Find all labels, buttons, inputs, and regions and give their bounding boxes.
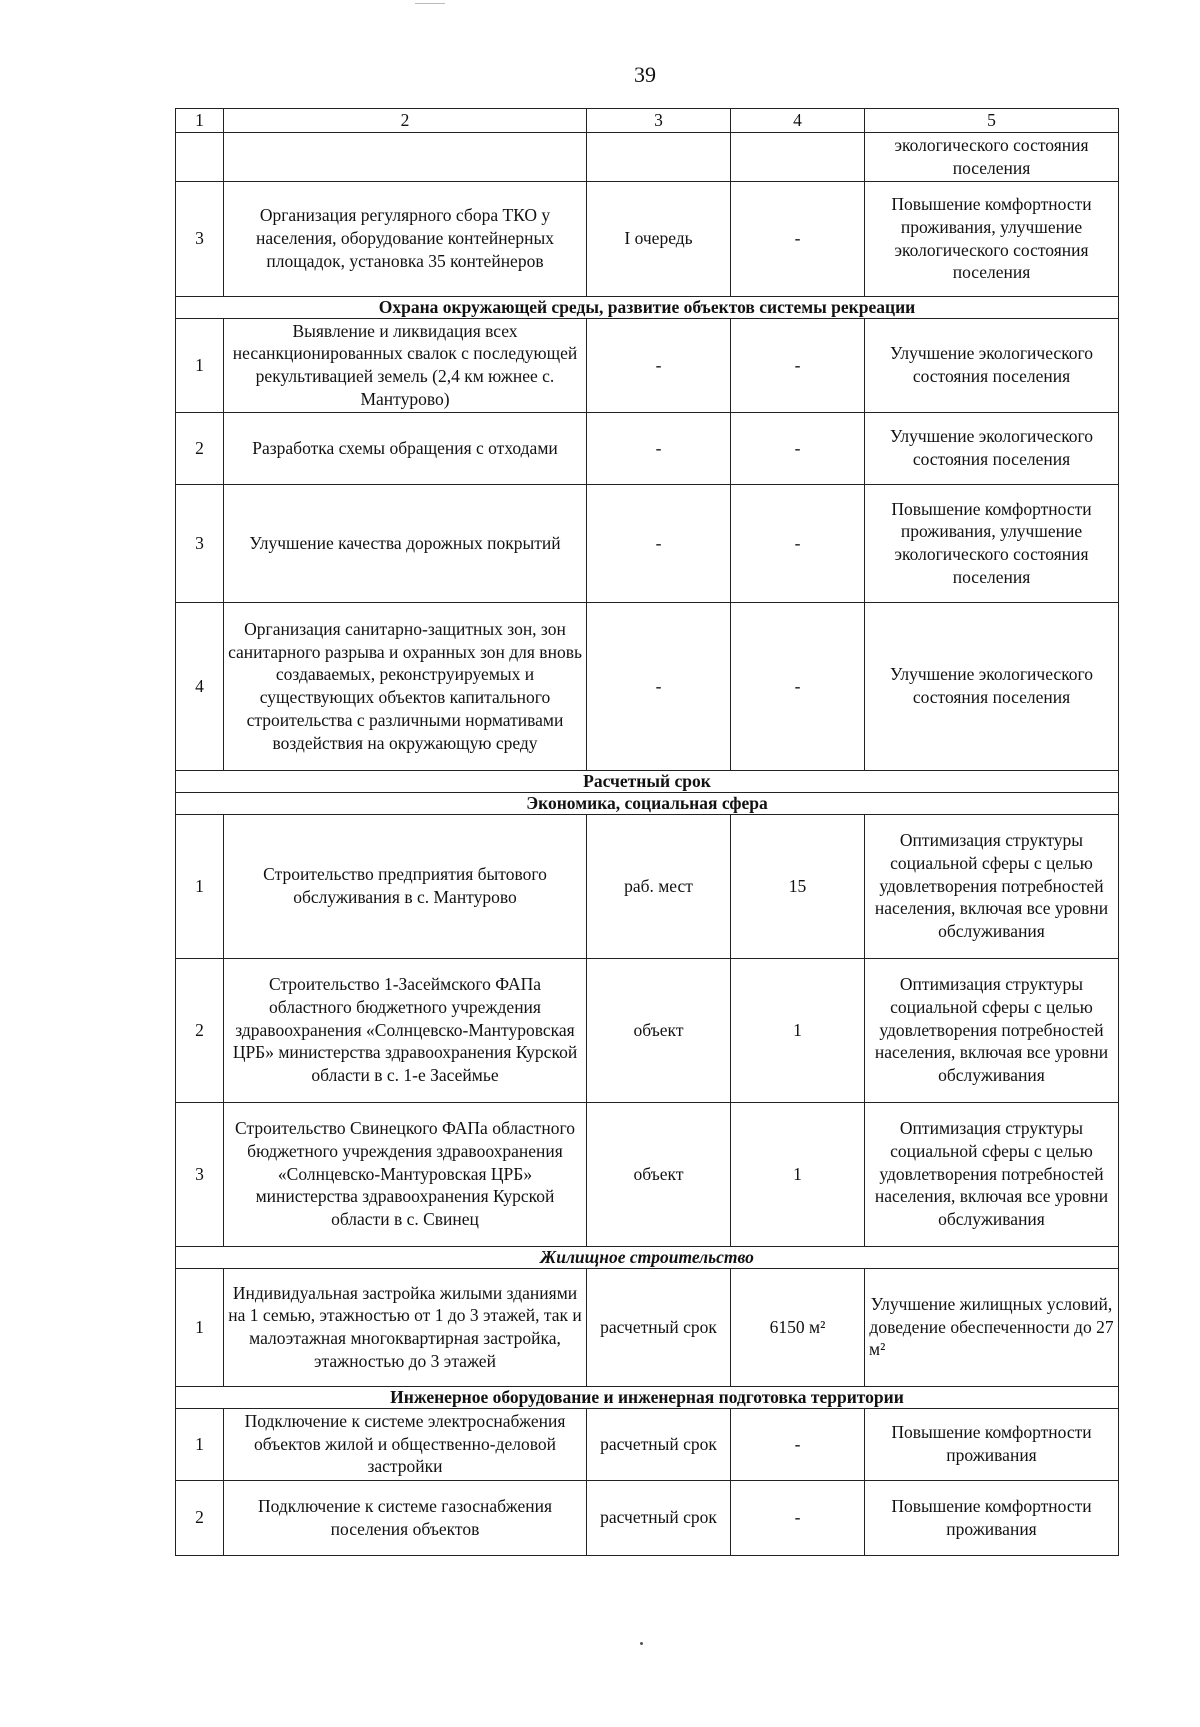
cell-measure: Организация регулярного сбора ТКО у населения, оборудование контейнерных площадок, установка 35 контейнеров <box>224 181 587 296</box>
section-header-environment <box>176 296 1119 318</box>
scan-mark <box>415 3 445 4</box>
cell-number: 3 <box>176 484 224 602</box>
cell-quantity: - <box>731 318 865 412</box>
col-header-result: 5 <box>865 109 1119 133</box>
table-row <box>176 814 1119 958</box>
cell-measure: Строительство предприятия бытового обслуживания в с. Мантурово <box>224 814 587 958</box>
section-header-housing <box>176 1246 1119 1268</box>
cell-result: Повышение комфортности проживания, улучшение экологического состояния поселения <box>865 484 1119 602</box>
cell-measure: Улучшение качества дорожных покрытий <box>224 484 587 602</box>
cell-unit: - <box>587 318 731 412</box>
cell-result: Повышение комфортности проживания, улучшение экологического состояния поселения <box>865 181 1119 296</box>
cell-measure: Строительство 1-Засеймского ФАПа областного бюджетного учреждения здравоохранения «Солнцевско-Мантуровская ЦРБ» министерства здравоохранения Курской области в с. 1-е Засеймье <box>224 958 587 1102</box>
cell-quantity: 15 <box>731 814 865 958</box>
col-header-unit: 3 <box>587 109 731 133</box>
col-header-number: 1 <box>176 109 224 133</box>
cell-unit: расчетный срок <box>587 1408 731 1480</box>
table-row <box>176 1480 1119 1555</box>
cell-unit: расчетный срок <box>587 1268 731 1386</box>
cell-result: Оптимизация структуры социальной сферы с целью удовлетворения потребностей населения, включая все уровни обслуживания <box>865 1102 1119 1246</box>
cell-result: Улучшение экологического состояния поселения <box>865 602 1119 770</box>
section-header-economy <box>176 792 1119 814</box>
cell-result: Оптимизация структуры социальной сферы с целью удовлетворения потребностей населения, включая все уровни обслуживания <box>865 814 1119 958</box>
cell-result: Повышение комфортности проживания <box>865 1480 1119 1555</box>
section-title: Жилищное строительство <box>176 1246 1119 1268</box>
cell-quantity: - <box>731 602 865 770</box>
cell-result: экологического состояния поселения <box>865 133 1119 182</box>
cell-measure: Индивидуальная застройка жилыми зданиями на 1 семью, этажностью от 1 до 3 этажей, так и малоэтажная многоквартирная застройка, этажностью до 3 этажей <box>224 1268 587 1386</box>
cell-number: 3 <box>176 181 224 296</box>
cell-measure: Подключение к системе газоснабжения поселения объектов <box>224 1480 587 1555</box>
cell-quantity: 6150 м² <box>731 1268 865 1386</box>
table-header-row <box>176 109 1119 133</box>
table-row <box>176 181 1119 296</box>
cell-number: 2 <box>176 412 224 484</box>
section-title: Экономика, социальная сфера <box>176 792 1119 814</box>
cell-unit: раб. мест <box>587 814 731 958</box>
cell-measure: Строительство Свинецкого ФАПа областного бюджетного учреждения здравоохранения «Солнцевско-Мантуровская ЦРБ» министерства здравоохранения Курской области в с. Свинец <box>224 1102 587 1246</box>
cell-number: 4 <box>176 602 224 770</box>
cell-unit: - <box>587 602 731 770</box>
cell-quantity: - <box>731 181 865 296</box>
cell-result: Повышение комфортности проживания <box>865 1408 1119 1480</box>
cell-unit: I очередь <box>587 181 731 296</box>
table-row <box>176 412 1119 484</box>
cell-number: 3 <box>176 1102 224 1246</box>
table-row <box>176 484 1119 602</box>
cell-quantity: 1 <box>731 1102 865 1246</box>
cell-number: 1 <box>176 814 224 958</box>
cell-unit: объект <box>587 958 731 1102</box>
cell-measure: Выявление и ликвидация всех несанкционированных свалок с последующей рекультивацией земель (2,4 км южнее с. Мантурово) <box>224 318 587 412</box>
cell-number: 2 <box>176 958 224 1102</box>
cell-quantity: - <box>731 1480 865 1555</box>
table-row <box>176 1268 1119 1386</box>
cell-measure: Разработка схемы обращения с отходами <box>224 412 587 484</box>
cell-quantity: - <box>731 1408 865 1480</box>
cell-number: 1 <box>176 1408 224 1480</box>
cell-unit: расчетный срок <box>587 1480 731 1555</box>
table-row <box>176 602 1119 770</box>
section-header-calculated-term <box>176 770 1119 792</box>
cell-result: Улучшение экологического состояния поселения <box>865 318 1119 412</box>
cell-result: Оптимизация структуры социальной сферы с целью удовлетворения потребностей населения, включая все уровни обслуживания <box>865 958 1119 1102</box>
table-row <box>176 1408 1119 1480</box>
cell-quantity: - <box>731 484 865 602</box>
cell-unit: - <box>587 412 731 484</box>
page-number: 39 <box>634 62 656 87</box>
cell-result: Улучшение жилищных условий, доведение обеспеченности до 27 м² <box>865 1268 1119 1386</box>
cell-number: 1 <box>176 318 224 412</box>
cell-unit: - <box>587 484 731 602</box>
table-row-continued <box>176 133 1119 182</box>
col-header-measure: 2 <box>224 109 587 133</box>
cell-measure: Подключение к системе электроснабжения объектов жилой и общественно-деловой застройки <box>224 1408 587 1480</box>
cell-number: 2 <box>176 1480 224 1555</box>
section-title: Расчетный срок <box>176 770 1119 792</box>
table-row <box>176 958 1119 1102</box>
scan-dot <box>640 1642 643 1645</box>
cell-quantity: - <box>731 412 865 484</box>
measures-table <box>175 108 1119 1556</box>
cell-measure: Организация санитарно-защитных зон, зон санитарного разрыва и охранных зон для вновь создаваемых, реконструируемых и существующих объектов капитального строительства с различными нормативами воздействия на окружающую среду <box>224 602 587 770</box>
cell-unit: объект <box>587 1102 731 1246</box>
section-title: Инженерное оборудование и инженерная подготовка территории <box>176 1386 1119 1408</box>
cell-result: Улучшение экологического состояния поселения <box>865 412 1119 484</box>
table-row <box>176 318 1119 412</box>
cell-number: 1 <box>176 1268 224 1386</box>
section-title: Охрана окружающей среды, развитие объектов системы рекреации <box>176 296 1119 318</box>
col-header-quantity: 4 <box>731 109 865 133</box>
table-row <box>176 1102 1119 1246</box>
cell-quantity: 1 <box>731 958 865 1102</box>
section-header-engineering <box>176 1386 1119 1408</box>
